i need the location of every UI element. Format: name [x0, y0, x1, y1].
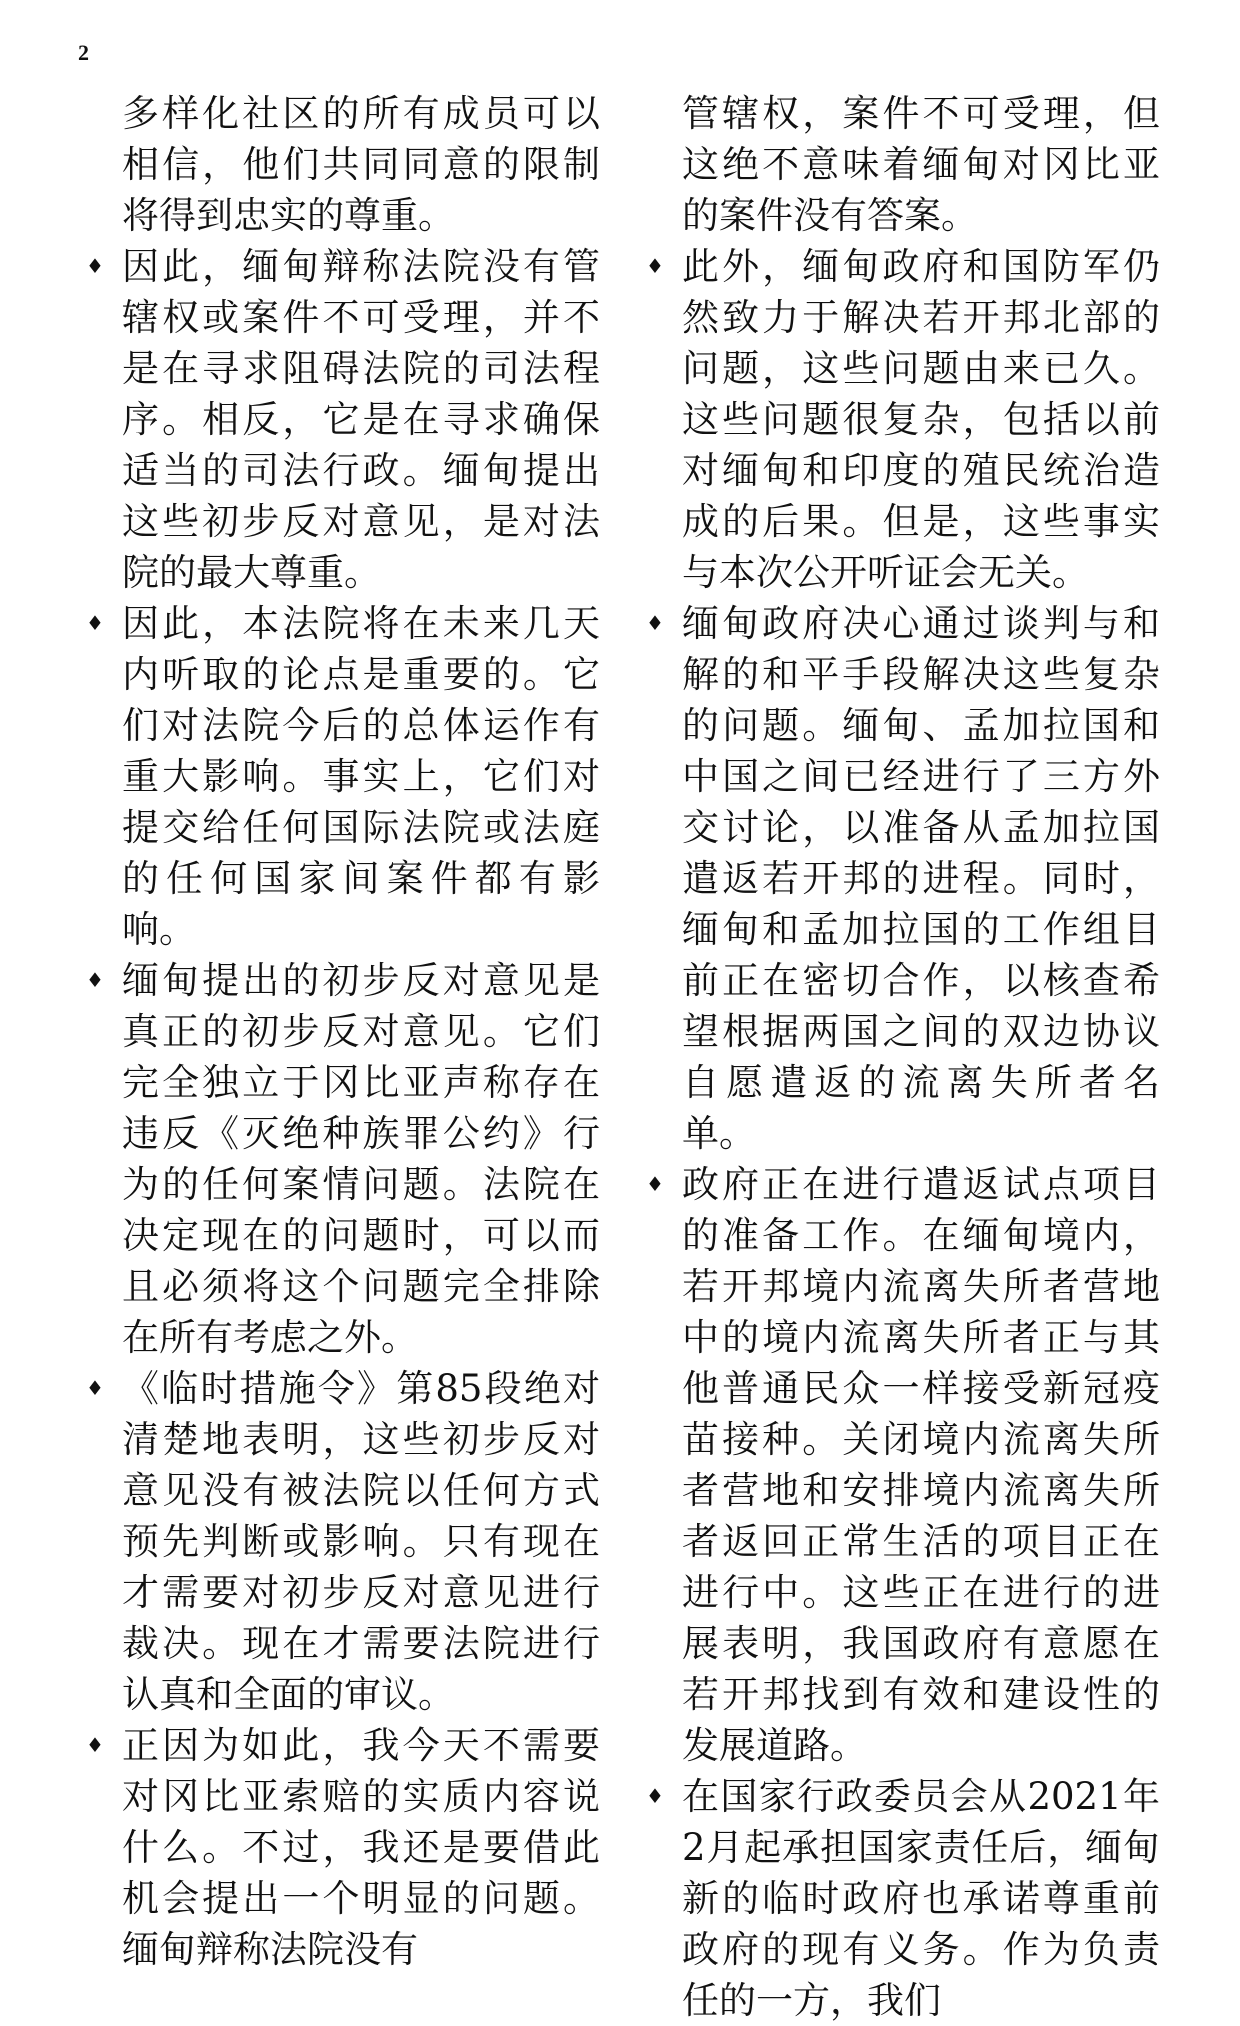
diamond-bullet-icon: ♦ [646, 254, 664, 278]
paragraph-text: 管辖权，案件不可受理，但这绝不意味着缅甸对冈比亚的案件没有答案。 [682, 92, 1160, 237]
diamond-bullet-icon: ♦ [86, 254, 104, 278]
right-column [640, 88, 1160, 2026]
paragraph-text: 政府正在进行遣返试点项目的准备工作。在缅甸境内，若开邦境内流离失所者营地中的境内流离失所者正与其他普通民众一样接受新冠疫苗接种。关闭境内流离失所者营地和安排境内流离失所者返回正常生活的项目正在进行中。这些正在进行的进展表明，我国政府有意愿在若开邦找到有效和建设性的发展道路。 [682, 1163, 1160, 1767]
right-paragraph-1 [640, 241, 1160, 598]
paragraph-text: 缅甸提出的初步反对意见是真正的初步反对意见。它们完全独立于冈比亚声称存在违反《灭绝种族罪公约》行为的任何案情问题。法院在决定现在的问题时，可以而且必须将这个问题完全排除在所有考虑之外。 [122, 959, 600, 1359]
diamond-bullet-icon: ♦ [86, 1376, 104, 1400]
paragraph-text: 在国家行政委员会从2021年2月起承担国家责任后，缅甸新的临时政府也承诺尊重前政府的现有义务。作为负责任的一方，我们 [682, 1775, 1160, 2022]
page-number: 2 [78, 40, 89, 65]
left-paragraph-3 [80, 955, 600, 1363]
paragraph-text: 因此，缅甸辩称法院没有管辖权或案件不可受理，并不是在寻求阻碍法院的司法程序。相反，它是在寻求确保适当的司法行政。缅甸提出这些初步反对意见，是对法院的最大尊重。 [122, 245, 600, 594]
right-paragraph-0 [640, 88, 1160, 241]
left-paragraph-1 [80, 241, 600, 598]
left-paragraph-4 [80, 1363, 600, 1720]
paragraph-text: 正因为如此，我今天不需要对冈比亚索赔的实质内容说什么。不过，我还是要借此机会提出一个明显的问题。缅甸辩称法院没有 [122, 1724, 600, 1971]
left-paragraph-2 [80, 598, 600, 955]
diamond-bullet-icon: ♦ [86, 1733, 104, 1757]
right-paragraph-3 [640, 1159, 1160, 1771]
left-paragraph-5 [80, 1720, 600, 1975]
left-paragraph-0 [80, 88, 600, 241]
diamond-bullet-icon: ♦ [86, 968, 104, 992]
diamond-bullet-icon: ♦ [646, 611, 664, 635]
paragraph-text: 因此，本法院将在未来几天内听取的论点是重要的。它们对法院今后的总体运作有重大影响。事实上，它们对提交给任何国际法院或法庭的任何国家间案件都有影响。 [122, 602, 600, 951]
paragraph-text: 《临时措施令》第85段绝对清楚地表明，这些初步反对意见没有被法院以任何方式预先判断或影响。只有现在才需要对初步反对意见进行裁决。现在才需要法院进行认真和全面的审议。 [122, 1367, 600, 1716]
paragraph-text: 此外，缅甸政府和国防军仍然致力于解决若开邦北部的问题，这些问题由来已久。这些问题很复杂，包括以前对缅甸和印度的殖民统治造成的后果。但是，这些事实与本次公开听证会无关。 [682, 245, 1160, 594]
paragraph-text: 缅甸政府决心通过谈判与和解的和平手段解决这些复杂的问题。缅甸、孟加拉国和中国之间已经进行了三方外交讨论，以准备从孟加拉国遣返若开邦的进程。同时，缅甸和孟加拉国的工作组目前正在密切合作，以核查希望根据两国之间的双边协议自愿遣返的流离失所者名单。 [682, 602, 1160, 1155]
left-column [80, 88, 600, 1975]
paragraph-text: 多样化社区的所有成员可以相信，他们共同同意的限制将得到忠实的尊重。 [122, 92, 600, 237]
right-paragraph-4 [640, 1771, 1160, 2026]
diamond-bullet-icon: ♦ [646, 1172, 664, 1196]
diamond-bullet-icon: ♦ [86, 611, 104, 635]
diamond-bullet-icon: ♦ [646, 1784, 664, 1808]
right-paragraph-2 [640, 598, 1160, 1159]
